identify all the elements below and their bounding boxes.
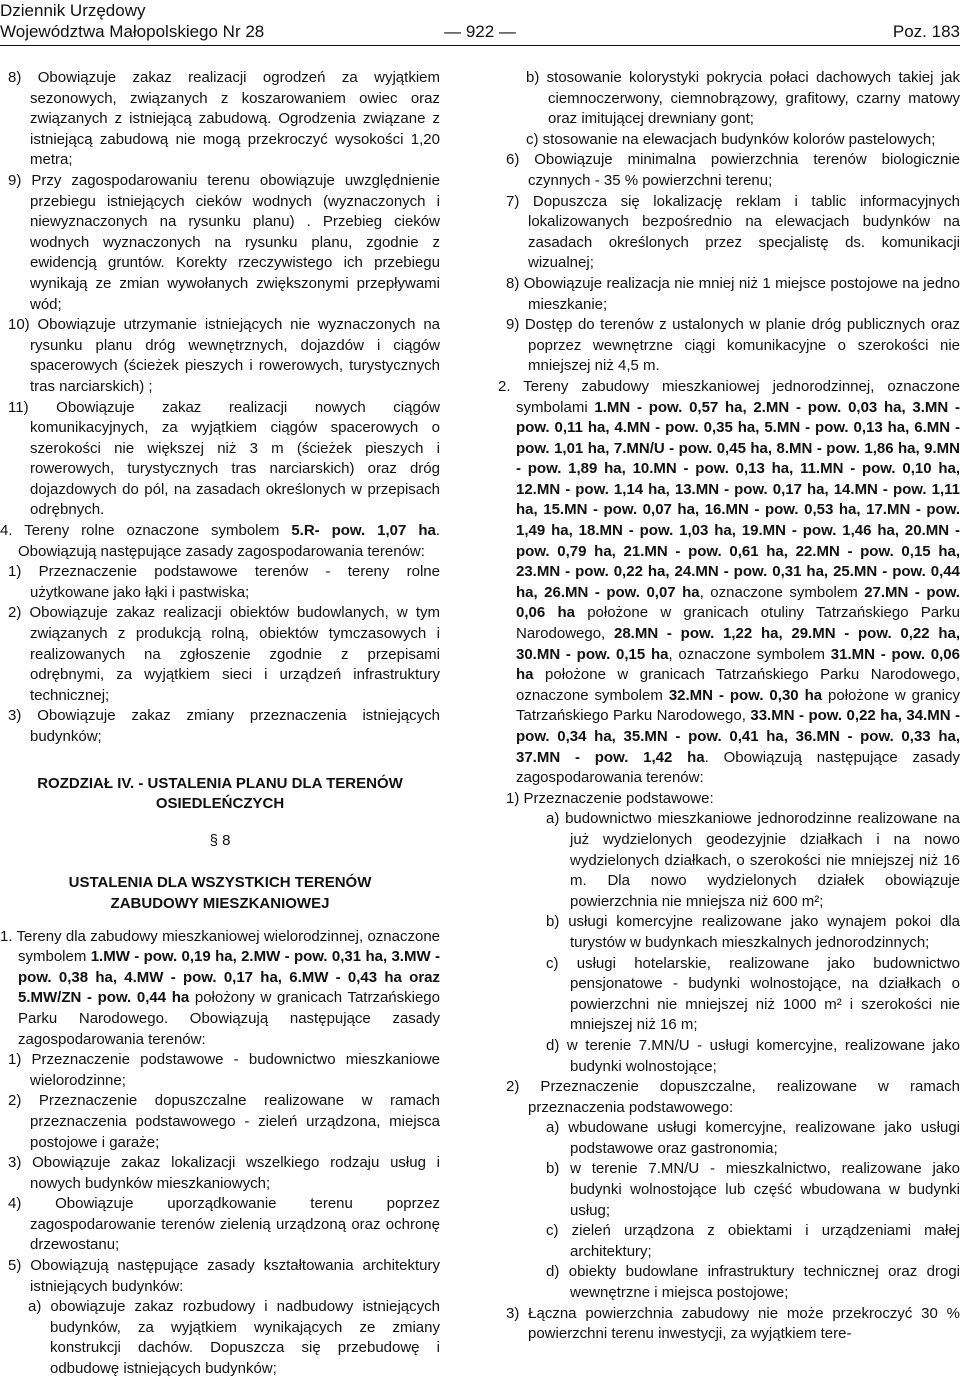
paragraph: 8) Obowiązuje realizacja nie mniej niż 1 miejsce postojowe na jedno mieszkanie; <box>506 274 960 313</box>
paragraph: 9) Dostęp do terenów z ustalonych w planie dróg publicznych oraz poprzez wewnętrzne ciągi komunikacyjne o szerokości nie mniejszej niż 4,5 m. <box>506 316 960 375</box>
paragraph: b) stosowanie kolorystyki pokrycia połaci dachowych takiej jak ciemnoczerwony, ciemnobrązowy, grafitowy, czarny matowy oraz imitującej drewniany gont; <box>526 69 960 128</box>
right-column <box>498 68 960 1345</box>
text-run: 1. Tereny dla zabudowy mieszkaniowej wielorodzinnej, oznaczone symbolem <box>0 927 440 966</box>
text-run: położone w granicach Tatrzańskiego Parku Narodowego, oznaczone symbolem <box>516 666 960 704</box>
text-run: położone w granicy Tatrzańskiego Parku Narodowego, <box>516 686 960 725</box>
journal-title: Dziennik Urzędowy <box>0 1 146 20</box>
section-heading: USTALENIA DLA WSZYSTKICH TERENÓW <box>68 874 372 892</box>
paragraph: c) stosowanie na elewacjach budynków kolorów pastelowych; <box>526 130 936 148</box>
paragraph: 2) Przeznaczenie dopuszczalne, realizowane w ramach przeznaczenia podstawowego: <box>506 1078 960 1116</box>
paragraph: 8) Obowiązuje zakaz realizacji ogrodzeń za wyjątkiem sezonowych, związanych z koszarowaniem owiec oraz związanych z istniejącą zabudową. Ogrodzenia związane z istniejącą zabudową nie mogą przekroczyć wysokości 1,20 metra; <box>8 69 440 169</box>
paragraph <box>498 377 960 789</box>
page-header <box>0 0 960 46</box>
symbol-text: 1.MN - pow. 0,57 ha, 2.MN - pow. 0,03 ha, 3.MN - pow. 0,11 ha, 4.MN - pow. 0,35 ha, 5.MN - pow. 0,13 ha, 6.MN - pow. 1,01 ha, 7.MN/U - pow. 0,45 ha, 8.MN - pow. 1,86 ha, 9.MN - pow. 1,89 ha, 10.MN - pow. 0,13 ha, 11.MN - pow. 0,10 ha, 12.MN - pow. 1,14 ha, 13.MN - pow. 0,17 ha, 14.MN - pow. 1,11 ha, 15.MN - pow. 0,07 ha, 16.MN - pow. 0,53 ha, 17.MN - pow. 1,49 ha, 18.MN - pow. 1,03 ha, 19.MN - pow. 1,46 ha, 20.MN - pow. 0,79 ha, 21.MN - pow. 0,61 ha, 22.MN - pow. 0,15 ha, 23.MN - pow. 0,22 ha, 24.MN - pow. 0,31 ha, 25.MN - pow. 0,44 ha, 26.MN - pow. 0,07 ha <box>516 398 960 601</box>
page-number: — 922 — <box>444 22 516 41</box>
paragraph: a) wbudowane usługi komercyjne, realizowane jako usługi podstawowe oraz gastronomia; <box>546 1119 960 1157</box>
symbol-text: 33.MN - pow. 0,22 ha, 34.MN - pow. 0,34 ha, 35.MN - pow. 0,41 ha, 36.MN - pow. 0,33 ha, 37.MN - pow. 1,42 ha <box>516 707 960 766</box>
symbol-text: 5.R- pow. 1,07 ha <box>291 522 436 540</box>
symbol-text: 28.MN - pow. 1,22 ha, 29.MN - pow. 0,22 ha, 30.MN - pow. 0,15 ha <box>516 625 960 663</box>
paragraph: 1) Przeznaczenie podstawowe terenów - tereny rolne użytkowane jako łąki i pastwiska; <box>8 563 440 601</box>
paragraph: b) usługi komercyjne realizowane jako wynajem pokoi dla turystów w budynkach mieszkalnych jednorodzinnych; <box>546 913 960 951</box>
paragraph: d) w terenie 7.MN/U - usługi komercyjne, realizowane jako budynki wolnostojące; <box>546 1036 960 1075</box>
paragraph: 11) Obowiązuje zakaz realizacji nowych ciągów komunikacyjnych, za wyjątkiem ciągów spacerowych o szerokości nie większej niż 3 m (ścieżek pieszych i rowerowych, turystycznych tras narciarskich) oraz dróg dojazdowych do pól, na zasadach określonych w przepisach odrębnych. <box>8 398 440 519</box>
paragraph: 4) Obowiązuje uporządkowanie terenu poprzez zagospodarowanie terenów zielenią urządzoną oraz ochronę drzewostanu; <box>8 1195 440 1254</box>
paragraph: 2) Obowiązuje zakaz realizacji obiektów budowlanych, w tym związanych z produkcją rolną, obiektów tymczasowych i realizowanych na zgłoszenie zgodnie z przepisami odrębnymi, za wyjątkiem sieci i urządzeń infrastruktury technicznej; <box>8 604 440 704</box>
paragraph: 5) Obowiązują następujące zasady kształtowania architektury istniejących budynków: <box>8 1257 440 1295</box>
symbol-text: 1.MW - pow. 0,19 ha, 2.MW - pow. 0,31 ha, 3.MW - pow. 0,38 ha, 4.MW - pow. 0,17 ha, 6.MW - 0,43 ha oraz 5.MW/ZN - pow. 0,44 ha <box>18 948 440 1007</box>
position-number: Poz. 183 <box>892 22 960 41</box>
symbol-text: 31.MN - pow. 0,06 ha <box>516 645 960 684</box>
paragraph: a) budownictwo mieszkaniowe jednorodzinne realizowane na już wydzielonych geodezyjnie działkach i na nowo wydzielonych działkach, o szerokości nie mniejszej niż 16 m. Dla nowo wydzielonych działek obowiązuje powierzchnia nie mniejsza niż 600 m²; <box>546 810 960 910</box>
paragraph: 3) Łączna powierzchnia zabudowy nie może przekroczyć 30 % powierzchni terenu inwestycji, za wyjątkiem tere- <box>506 1304 960 1343</box>
paragraph: b) w terenie 7.MN/U - mieszkalnictwo, realizowane jako budynki wolnostojące lub część wbudowana w budynki usług; <box>546 1160 960 1219</box>
paragraph <box>0 927 440 1051</box>
paragraph: 9) Przy zagospodarowaniu terenu obowiązuje uwzględnienie przebiegu istniejących cieków wodnych (wyznaczonych i niewyznaczonych na rysunku planu) . Przebieg cieków wodnych wyznaczonych na rysunku planu, zgodnie z ewidencją gruntów. Korekty rzeczywistego ich przebiegu wynikają ze zmian wywołanych zwiększonymi przepływami wód; <box>8 171 440 313</box>
text-run: . Obowiązują następujące zasady zagospodarowania terenów: <box>516 748 960 787</box>
paragraph: c) usługi hotelarskie, realizowane jako budownictwo pensjonatowe - budynki wolnostojące, na działkach o powierzchni nie mniejszej niż 1000 m² i szerokości nie mniejszej niż 16 m; <box>546 954 960 1034</box>
text-run: , oznaczone symbolem <box>668 645 831 663</box>
paragraph: 3) Obowiązuje zakaz zmiany przeznaczenia istniejących budynków; <box>8 707 440 745</box>
section-heading: ZABUDOWY MIESZKANIOWEJ <box>110 894 330 912</box>
paragraph: 2) Przeznaczenie dopuszczalne realizowane w ramach przeznaczenia podstawowego - zieleń urządzona, miejsca postojowe i garaże; <box>8 1092 440 1151</box>
text-run: 4. Tereny rolne oznaczone symbolem <box>0 522 292 540</box>
header-rule <box>0 45 960 46</box>
left-column <box>0 68 440 1380</box>
paragraph: a) obowiązuje zakaz rozbudowy i nadbudowy istniejących budynków, za wyjątkiem wynikających ze zmiany konstrukcji dachów. Dopuszcza się przebudowę i odbudowę istniejących budynków; <box>28 1298 440 1378</box>
symbol-text: 27.MN - pow. 0,06 ha <box>516 583 960 622</box>
paragraph: 1) Przeznaczenie podstawowe: <box>506 789 714 807</box>
text-run: położony w granicach Tatrzańskiego Parku Narodowego. Obowiązują następujące zasady zagospodarowania terenów: <box>18 989 440 1048</box>
chapter-heading: OSIEDLEŃCZYCH <box>155 795 285 813</box>
text-run: 2. Tereny zabudowy mieszkaniowej jednorodzinnej, oznaczone symbolami <box>498 377 960 416</box>
paragraph: 3) Obowiązuje zakaz lokalizacji wszelkiego rodzaju usług i nowych budynków mieszkaniowych; <box>8 1154 440 1192</box>
chapter-heading: ROZDZIAŁ IV. - USTALENIA PLANU DLA TERENÓW <box>37 774 403 792</box>
paragraph: d) obiekty budowlane infrastruktury technicznej oraz drogi wewnętrzne i miejsca postojowe; <box>546 1263 960 1302</box>
paragraph: 7) Dopuszcza się lokalizację reklam i tablic informacyjnych lokalizowanych bezpośrednio na elewacjach budynków na zasadach określonych przez specjalistę ds. komunikacji wizualnej; <box>506 192 960 272</box>
voivodeship-issue: Województwa Małopolskiego Nr 28 <box>0 22 265 41</box>
paragraph <box>0 521 440 562</box>
paragraph: 1) Przeznaczenie podstawowe - budownictwo mieszkaniowe wielorodzinne; <box>8 1051 440 1089</box>
paragraph: c) zieleń urządzona z obiektami i urządzeniami małej architektury; <box>546 1222 960 1260</box>
section-mark: § 8 <box>209 831 231 849</box>
text-run: , oznaczone symbolem <box>699 583 865 601</box>
text-run: . Obowiązują następujące zasady zagospodarowania terenów: <box>18 522 440 560</box>
symbol-text: 32.MN - pow. 0,30 ha <box>668 686 823 704</box>
paragraph: 6) Obowiązuje minimalna powierzchnia terenów biologicznie czynnych - 35 % powierzchni terenu; <box>506 151 960 189</box>
paragraph: 10) Obowiązuje utrzymanie istniejących nie wyznaczonych na rysunku planu dróg wewnętrznych, dojazdów i ciągów spacerowych (ścieżek pieszych i rowerowych, turystycznych tras narciarskich) ; <box>8 316 440 395</box>
text-run: położone w granicach otuliny Tatrzańskiego Parku Narodowego, <box>516 604 960 643</box>
